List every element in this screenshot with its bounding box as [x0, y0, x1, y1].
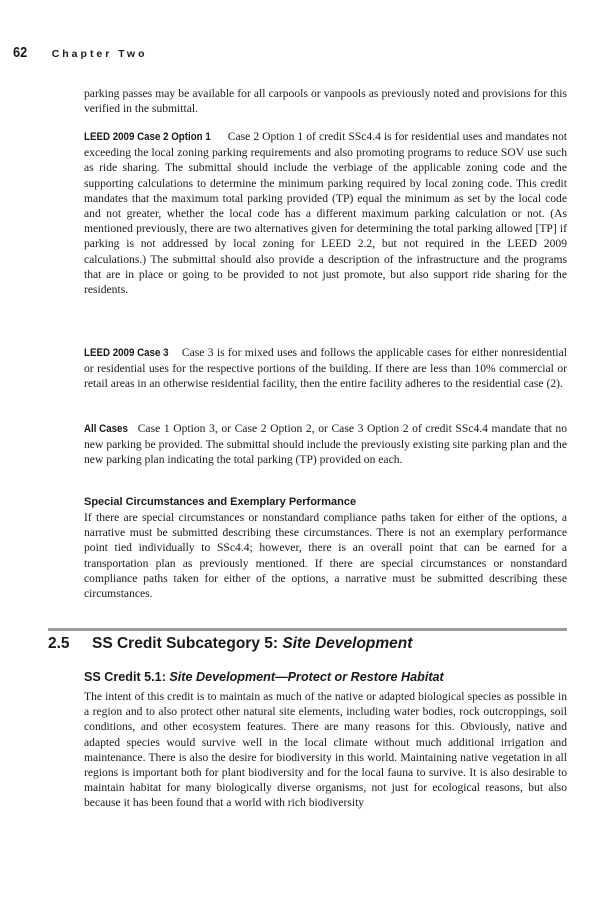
- intro-paragraph: [84, 86, 567, 116]
- section-title-prefix: SS Credit Subcategory 5:: [92, 635, 283, 652]
- special-text: If there are special circumstances or nonstandard compliance paths taken for either of the options, a narrative must be submitted describing these circumstances. There is not an exemplary performance point tied individually to SSc4.4; however, there is an overall point that can be earned for a transportation plan as previously mentioned. If there are special circumstances or nonstandard compliance paths taken for either of the options, a narrative must be submitted describing these circumstances.: [84, 511, 567, 601]
- credit-emphasis: Site Development—Protect or Restore Habitat: [169, 670, 444, 684]
- case3-paragraph: [84, 345, 567, 392]
- allcases-text: Case 1 Option 3, or Case 2 Option 2, or Case 3 Option 2 of credit SSc4.4 mandate that no new parking be provided. The submittal should include the previously existing site parking plan and the new parking plan indicating the total parking (TP) provided on each.: [84, 422, 567, 467]
- case2-label: LEED 2009 Case 2 Option 1: [84, 131, 211, 143]
- credit-paragraph: [84, 689, 567, 811]
- allcases-label: All Cases: [84, 423, 128, 435]
- section-title: [92, 635, 412, 653]
- case2-text: Case 2 Option 1 of credit SSc4.4 is for residential uses and mandates not exceeding the local zoning parking requirements and also promoting programs to reduce SOV use such as ride sharing. The submittal should include the verbiage of the applicable zoning code and the supporting calculations to determine the minimum parking required by local zoning code. This credit mandates that the maximum total parking provided (TP) equal the minimum as set by the local code and not greater, whether the local code has a different maximum parking calculation or not. (As mentioned previously, there are two alternatives given for determining the total parking allowed [TP] if parking is not addressed by local zoning for LEED 2.2, but not required in the LEED 2009 calculations.) The submittal should also provide a description of the infrastructure and the programs that are in place or going to be provided to not just promote, but also support ride sharing for the residents.: [84, 130, 567, 297]
- section-heading: [48, 635, 567, 653]
- case2-paragraph: [84, 129, 567, 297]
- credit-prefix: SS Credit 5.1:: [84, 670, 170, 684]
- running-head: [13, 44, 148, 64]
- section-number: 2.5: [48, 635, 70, 652]
- page-number: 62: [13, 44, 28, 61]
- intro-text: parking passes may be available for all carpools or vanpools as previously noted and provisions for this verified in the submittal.: [84, 87, 567, 116]
- special-heading: Special Circumstances and Exemplary Performance: [84, 496, 357, 508]
- case3-text: Case 3 is for mixed uses and follows the applicable cases for either nonresidential or residential uses for the respective portions of the building. If there are less than 10% commercial or retail areas in an otherwise residential facility, then the entire facility adheres to the residential case (2).: [84, 346, 567, 391]
- chapter-label: Chapter Two: [51, 48, 148, 60]
- case3-label: LEED 2009 Case 3: [84, 347, 169, 359]
- special-circumstances: [84, 495, 567, 601]
- section-divider: [48, 628, 567, 631]
- credit-heading: [84, 670, 444, 684]
- section-title-emphasis: Site Development: [282, 635, 413, 652]
- allcases-paragraph: [84, 421, 567, 468]
- credit-text: The intent of this credit is to maintain as much of the native or adapted biological species as possible in a region and to also protect other natural site elements, including water bodies, rock outcroppings, soil conditions, and other ecosystem features. There are many reasons for this. Obviously, native and adapted species would survive well in the local climate without much additional irrigation and maintenance. There is also the desire for biodiversity in this world. Maintaining native vegetation in all regions is important both for plant biodiversity and for the local fauna to survive. It is also desirable to maintain habitat for many biologically diverse organisms, not just for ecological reasons, but also because it has been found that a world with rich biodiversity: [84, 690, 567, 810]
